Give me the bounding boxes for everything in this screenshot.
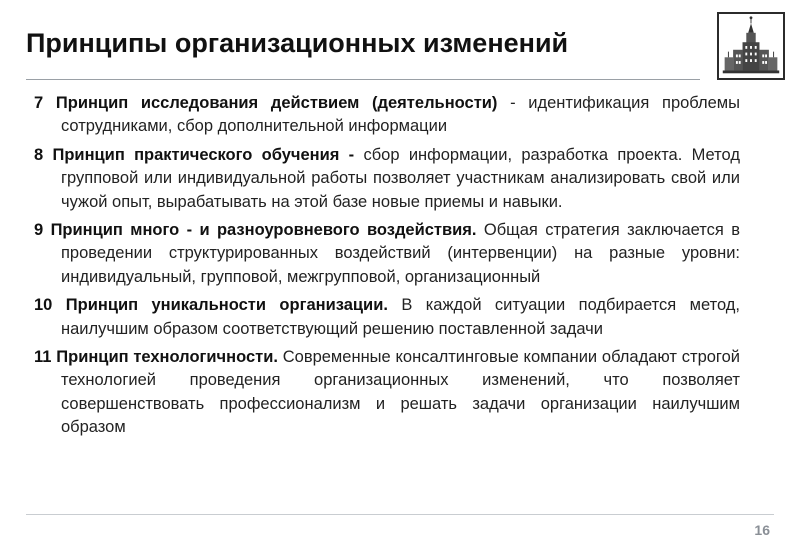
page-number: 16 bbox=[754, 522, 770, 538]
principles-list bbox=[34, 92, 740, 445]
principle-number: 8 bbox=[34, 145, 44, 164]
principle-description: - идентификация проблемы сотрудниками, сбор дополнительной информации bbox=[61, 94, 741, 136]
principle-item-7 bbox=[34, 92, 740, 139]
principle-number: 10 bbox=[34, 296, 53, 315]
principle-item-8 bbox=[34, 144, 740, 214]
principle-number: 9 bbox=[34, 221, 44, 240]
principle-name: Принцип практического обучения - bbox=[52, 145, 355, 164]
principle-name: Принцип много - и разноуровневого воздействия. bbox=[50, 221, 477, 240]
principle-number: 7 bbox=[34, 94, 44, 112]
slide-title: Принципы организационных изменений bbox=[26, 28, 569, 58]
footer-divider bbox=[26, 514, 774, 515]
principle-description: сбор информации, разработка проекта. Метод групповой или индивидуальной работы позволяет участникам анализировать свой или чужой опыт, вырабатывать на этой базе новые приемы и навыки. bbox=[61, 145, 740, 211]
principle-item-10 bbox=[34, 294, 740, 341]
principle-description: В каждой ситуации подбирается метод, наилучшим образом соответствующий решению поставленной задачи bbox=[61, 296, 740, 338]
principle-name: Принцип технологичности. bbox=[56, 348, 278, 367]
principle-name: Принцип уникальности организации. bbox=[65, 296, 388, 315]
principle-name: Принцип исследования действием (деятельности) bbox=[55, 94, 498, 112]
principle-description: Общая стратегия заключается в проведении структурированных воздействий (интервенции) на разные уровни: индивидуальный, групповой, межгрупповой, организационный bbox=[61, 221, 740, 286]
principle-description: Современные консалтинговые компании обладают строгой технологией проведения организационных изменений, что позволяет совершенствовать профессионализм и решать задачи организации наилучшим образом bbox=[61, 348, 740, 437]
university-building-icon bbox=[717, 12, 785, 80]
principle-item-9 bbox=[34, 219, 740, 289]
principle-number: 11 bbox=[34, 348, 52, 367]
principle-item-11 bbox=[34, 346, 740, 440]
title-divider bbox=[26, 79, 700, 80]
